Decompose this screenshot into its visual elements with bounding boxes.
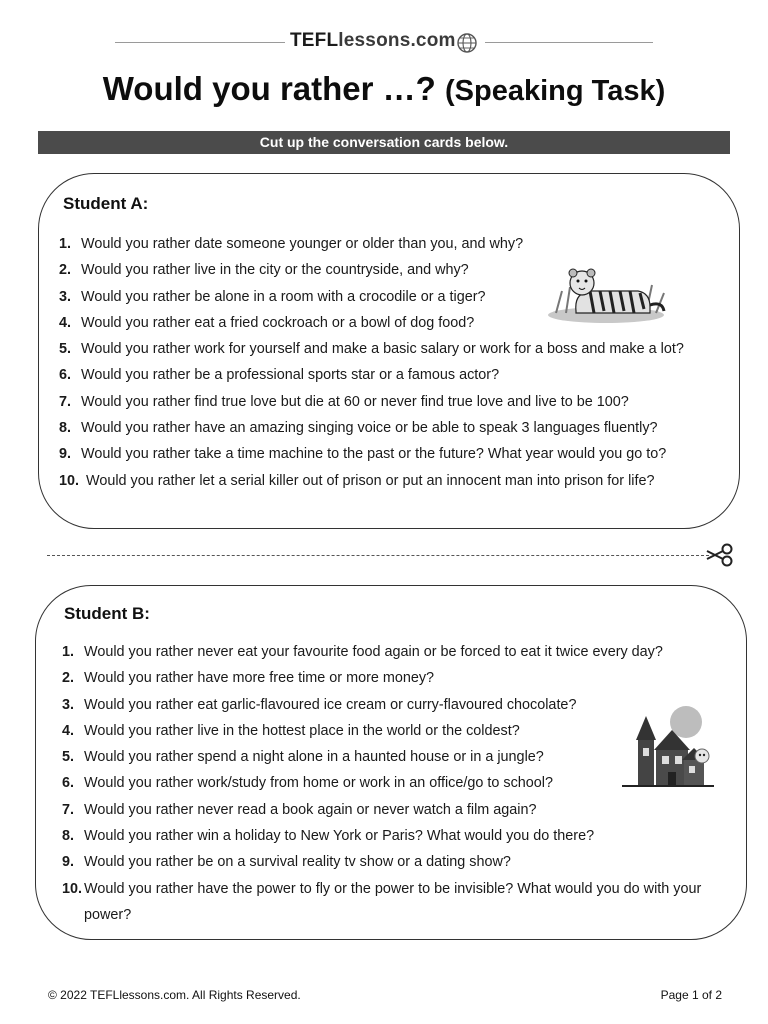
question-item: 9. Would you rather take a time machine to the past or the future? What year would you go to? — [59, 446, 667, 463]
brand-divider-left — [115, 42, 285, 43]
question-item: 4. Would you rather eat a fried cockroach or a bowl of dog food? — [59, 314, 475, 331]
haunted-house-image — [618, 700, 718, 796]
question-item: 2. Would you rather have more free time or more money? — [62, 670, 435, 687]
brand-header — [0, 28, 768, 56]
question-item: 7. Would you rather find true love but die at 60 or never find true love and live to be 100? — [59, 393, 629, 410]
question-item: 3. Would you rather eat garlic-flavoured ice cream or curry-flavoured chocolate? — [62, 696, 577, 713]
tiger-image — [546, 261, 668, 325]
scissors-icon — [705, 543, 735, 567]
question-item: 10. Would you rather have the power to fly or the power to be invisible? What would you do with your power? — [62, 880, 702, 923]
question-item: 1. Would you rather date someone younger or older than you, and why? — [59, 236, 524, 252]
globe-icon — [456, 32, 478, 54]
question-item: 5. Would you rather spend a night alone in a haunted house or in a jungle? — [62, 749, 544, 766]
page-title: Would you rather …? (Speaking Task) — [102, 70, 666, 107]
question-item: 10. Would you rather let a serial killer out of prison or put an innocent man into prison for life? — [59, 472, 655, 489]
page-number: Page 1 of 2 — [660, 988, 722, 1002]
question-item: 3. Would you rather be alone in a room with a crocodile or a tiger? — [59, 288, 486, 305]
brand-divider-right — [485, 42, 653, 43]
question-item: 2. Would you rather live in the city or the countryside, and why? — [59, 262, 469, 279]
student-a-heading: Student A: — [63, 194, 149, 213]
question-item: 9. Would you rather be on a survival reality tv show or a dating show? — [62, 854, 511, 871]
question-item: 6. Would you rather be a professional sports star or a famous actor? — [59, 367, 500, 384]
question-item: 8. Would you rather win a holiday to New York or Paris? What would you do there? — [62, 828, 595, 845]
student-a-card — [38, 173, 740, 529]
question-item: 4. Would you rather live in the hottest place in the world or the coldest? — [62, 722, 520, 739]
copyright-text: © 2022 TEFLlessons.com. All Rights Reserved. — [48, 988, 301, 1002]
cut-line — [47, 555, 709, 556]
question-item: 5. Would you rather work for yourself and make a basic salary or work for a boss and make a lot? — [59, 341, 684, 358]
brand-logo-text: TEFLlessons.com — [290, 30, 456, 51]
question-item: 7. Would you rather never read a book again or never watch a film again? — [62, 801, 537, 818]
instruction-banner: Cut up the conversation cards below. — [38, 131, 730, 154]
question-item: 6. Would you rather work/study from home or work in an office/go to school? — [62, 775, 553, 792]
question-item: 1. Would you rather never eat your favourite food again or be forced to eat it twice every day? — [62, 644, 663, 660]
student-b-heading: Student B: — [64, 604, 150, 623]
question-item: 8. Would you rather have an amazing singing voice or be able to speak 3 languages fluently? — [59, 420, 658, 437]
